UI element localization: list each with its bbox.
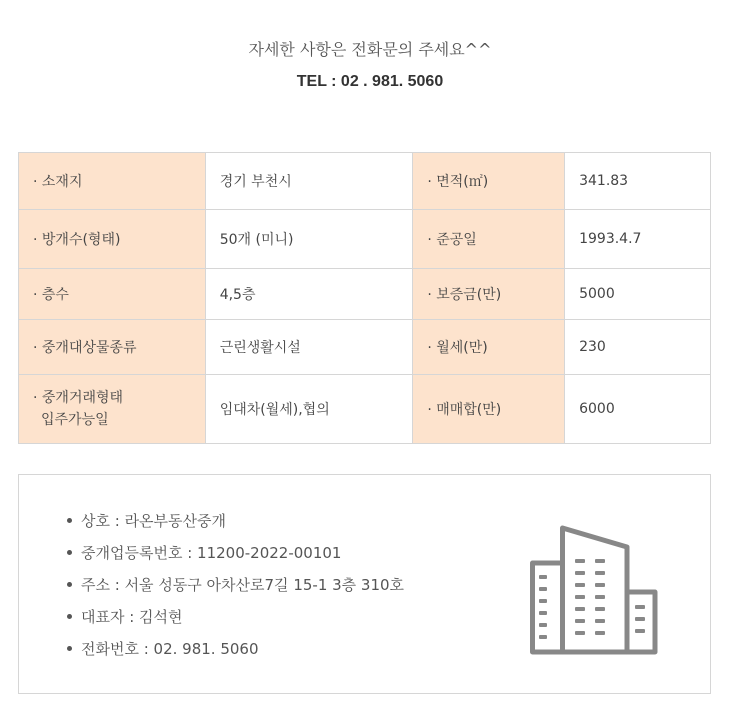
transaction-type-value: 임대차(월세),협의 xyxy=(205,375,413,444)
contact-phone: TEL : 02 . 981. 5060 xyxy=(296,73,444,90)
table-row xyxy=(19,320,711,375)
building-icon xyxy=(529,525,659,657)
total-price-value: 6000 xyxy=(565,375,711,444)
agency-address: 주소 : 서울 성동구 아차산로7길 15-1 3층 310호 xyxy=(81,576,405,594)
table-row xyxy=(19,153,711,210)
move-in-date-label: 입주가능일 xyxy=(41,412,109,428)
property-details-table xyxy=(18,152,711,444)
list-item xyxy=(67,537,404,569)
total-price-label: · 매매합(만) xyxy=(413,375,565,444)
completion-date-label: · 준공일 xyxy=(413,210,565,269)
list-item xyxy=(67,633,404,665)
bullet-icon xyxy=(67,550,72,555)
floors-label: · 층수 xyxy=(19,269,206,320)
table-row xyxy=(19,210,711,269)
completion-date-value: 1993.4.7 xyxy=(565,210,711,269)
rooms-value: 50개 (미니) xyxy=(205,210,413,269)
bullet-icon xyxy=(67,614,72,619)
registration-number: 중개업등록번호 : 11200-2022-00101 xyxy=(81,544,342,562)
transaction-type-label-line1: · 중개거래형태 xyxy=(33,390,124,406)
list-item xyxy=(67,601,404,633)
rooms-label: · 방개수(형태) xyxy=(19,210,206,269)
bullet-icon xyxy=(67,582,72,587)
contact-header xyxy=(0,38,740,94)
list-item xyxy=(67,569,404,601)
agency-name: 상호 : 라온부동산중개 xyxy=(81,512,227,530)
location-label: · 소재지 xyxy=(19,153,206,210)
transaction-type-label xyxy=(19,375,206,444)
deposit-label: · 보증금(만) xyxy=(413,269,565,320)
floors-value: 4,5층 xyxy=(205,269,413,320)
list-item xyxy=(67,505,404,537)
bullet-icon xyxy=(67,646,72,651)
agency-info-box xyxy=(18,474,711,694)
area-value: 341.83 xyxy=(565,153,711,210)
table-row xyxy=(19,375,711,444)
area-label: · 면적(㎡) xyxy=(413,153,565,210)
agency-info-list xyxy=(67,505,404,665)
property-type-label: · 중개대상물종류 xyxy=(19,320,206,375)
representative: 대표자 : 김석현 xyxy=(81,608,183,626)
monthly-rent-label: · 월세(만) xyxy=(413,320,565,375)
agency-phone: 전화번호 : 02. 981. 5060 xyxy=(81,640,259,658)
contact-tagline: 자세한 사항은 전화문의 주세요^^ xyxy=(248,40,492,59)
property-type-value: 근린생활시설 xyxy=(205,320,413,375)
deposit-value: 5000 xyxy=(565,269,711,320)
table-row xyxy=(19,269,711,320)
monthly-rent-value: 230 xyxy=(565,320,711,375)
bullet-icon xyxy=(67,518,72,523)
location-value: 경기 부천시 xyxy=(205,153,413,210)
